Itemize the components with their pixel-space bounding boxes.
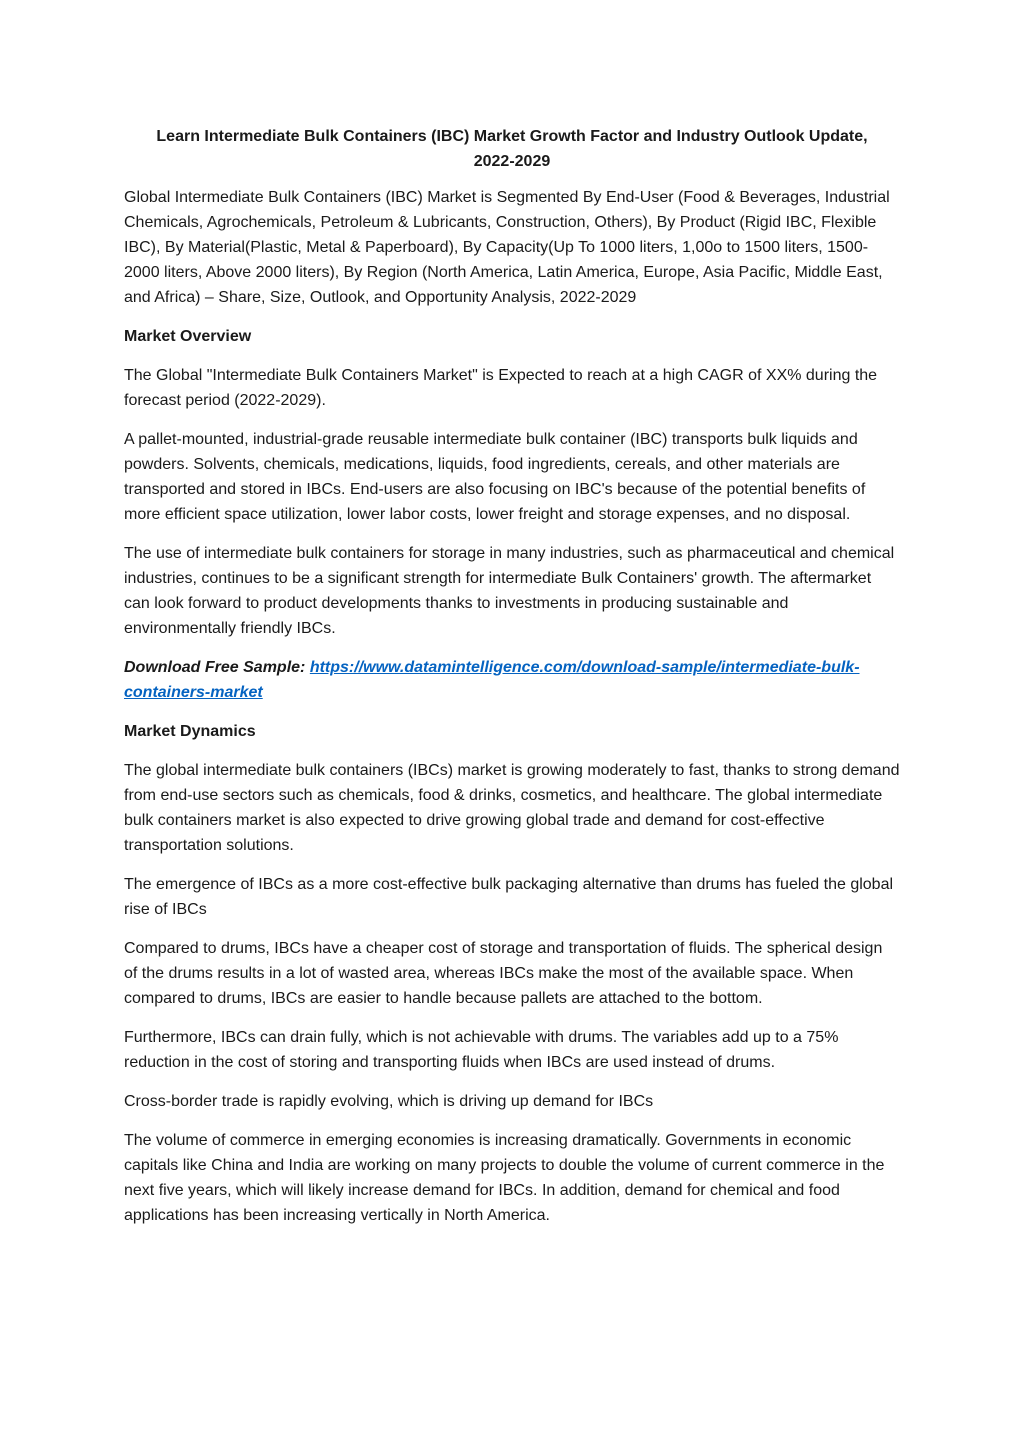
dynamics-paragraph: Compared to drums, IBCs have a cheaper cost of storage and transportation of fluids. The spherical design of the drums results in a lot of wasted area, whereas IBCs make the most of the available space. When compared to drums, IBCs are easier to handle because pallets are attached to the bottom. — [124, 940, 883, 1007]
download-sample-line — [124, 655, 900, 705]
document-title: Learn Intermediate Bulk Containers (IBC) Market Growth Factor and Industry Outlook Update, 2022-2029 — [156, 128, 868, 170]
overview-paragraph: The use of intermediate bulk containers for storage in many industries, such as pharmaceutical and chemical industries, continues to be a significant strength for intermediate Bulk Containers' growth. The aftermarket can look forward to product developments thanks to investments in producing sustainable and environmentally friendly IBCs. — [124, 545, 895, 637]
dynamics-paragraph: Furthermore, IBCs can drain fully, which is not achievable with drums. The variables add up to a 75% reduction in the cost of storing and transporting fluids when IBCs are used instead of drums. — [124, 1029, 839, 1071]
intro-paragraph: Global Intermediate Bulk Containers (IBC) Market is Segmented By End-User (Food & Beverages, Industrial Chemicals, Agrochemicals, Petroleum & Lubricants, Construction, Others), By Product (Rigid IBC, Flexible IBC), By Material(Plastic, Metal & Paperboard), By Capacity(Up To 1000 liters, 1,00o to 1500 liters, 1500-2000 liters, Above 2000 liters), By Region (North America, Latin America, Europe, Asia Pacific, Middle East, and Africa) – Share, Size, Outlook, and Opportunity Analysis, 2022-2029 — [124, 189, 890, 306]
dynamics-paragraph: The emergence of IBCs as a more cost-effective bulk packaging alternative than drums has fueled the global rise of IBCs — [124, 876, 894, 918]
download-sample-label: Download Free Sample: — [124, 659, 310, 676]
overview-paragraph: The Global "Intermediate Bulk Containers Market" is Expected to reach at a high CAGR of XX% during the forecast period (2022-2029). — [124, 367, 878, 409]
overview-paragraph: A pallet-mounted, industrial-grade reusable intermediate bulk container (IBC) transports bulk liquids and powders. Solvents, chemicals, medications, liquids, food ingredients, cereals, and other materials are transported and stored in IBCs. End-users are also focusing on IBC's because of the potential benefits of more efficient space utilization, lower labor costs, lower freight and storage expenses, and no disposal. — [124, 431, 866, 523]
market-overview-heading: Market Overview — [124, 328, 252, 345]
dynamics-paragraph: Cross-border trade is rapidly evolving, which is driving up demand for IBCs — [124, 1093, 654, 1110]
document-page — [124, 124, 900, 1242]
dynamics-paragraph: The volume of commerce in emerging economies is increasing dramatically. Governments in economic capitals like China and India are working on many projects to double the volume of current commerce in the next five years, which will likely increase demand for IBCs. In addition, demand for chemical and food applications has been increasing vertically in North America. — [124, 1132, 885, 1224]
download-sample-link[interactable]: https://www.datamintelligence.com/download-sample/intermediate-bulk-containers-market — [124, 659, 860, 701]
dynamics-paragraph: The global intermediate bulk containers (IBCs) market is growing moderately to fast, thanks to strong demand from end-use sectors such as chemicals, food & drinks, cosmetics, and healthcare. The global intermediate bulk containers market is also expected to drive growing global trade and demand for cost-effective transportation solutions. — [124, 762, 900, 854]
market-dynamics-heading: Market Dynamics — [124, 723, 256, 740]
